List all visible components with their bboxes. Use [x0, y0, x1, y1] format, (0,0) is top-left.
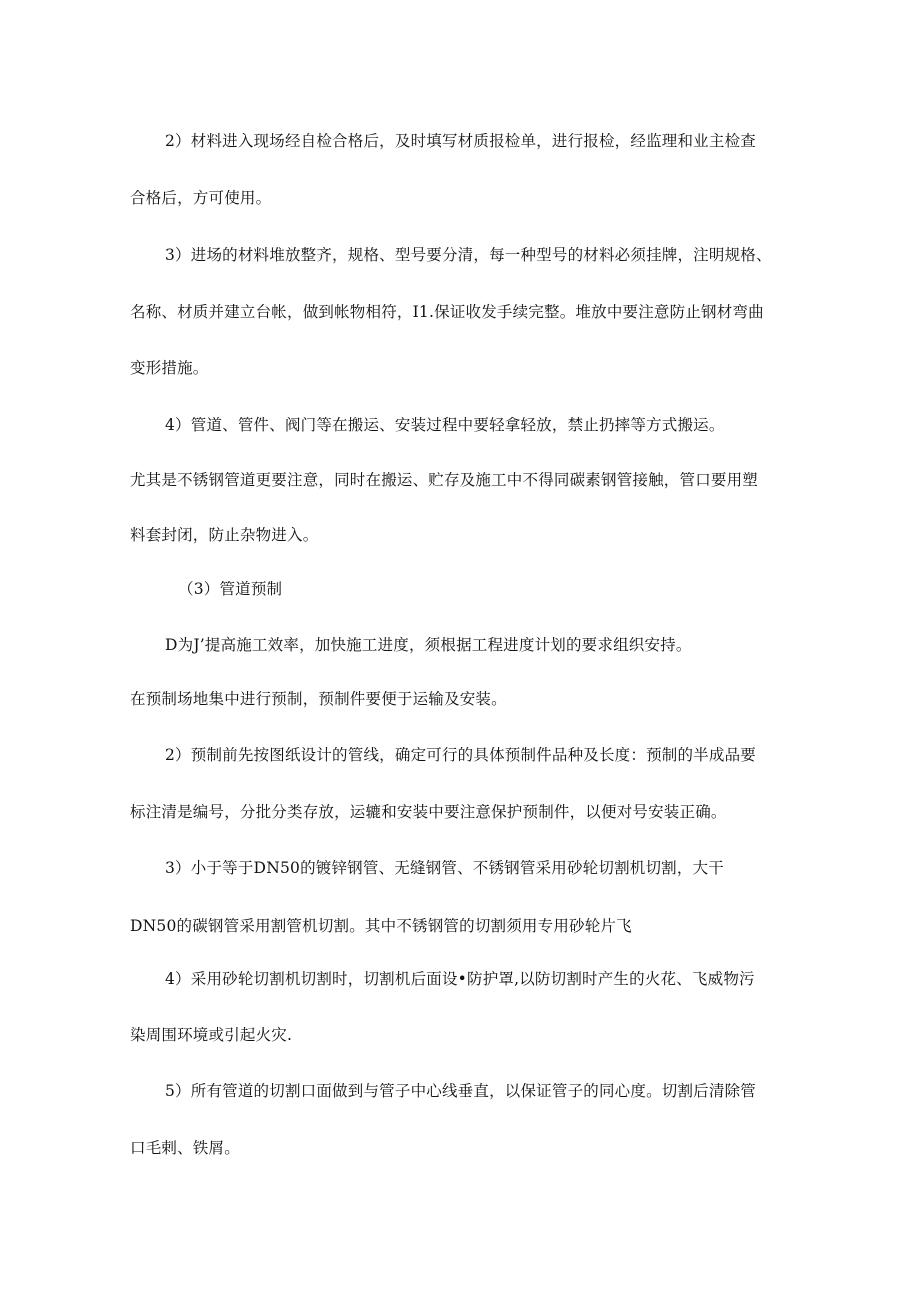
text-line: 染周围环境或引起火灾. — [130, 1026, 293, 1044]
text-line: 合格后，方可使用。 — [130, 189, 272, 207]
text-line: D为J’提高施工效率，加快施工进度，须根据工程进度计划的要求组织安持。 — [165, 636, 692, 654]
text-line: 口毛剌、铁屑。 — [130, 1139, 240, 1157]
text-line: 3）小于等于DN50的镀锌钢管、无缝钢管、不锈钢管采用砂轮切割机切割，大干 — [165, 859, 724, 877]
text-line: 3）进场的材料堆放整齐，规格、型号要分清，每一种型号的材料必须挂牌，注明规格、 — [165, 246, 772, 264]
text-line: 4）管道、管件、阀门等在搬运、安装过程中要轻拿轻放，禁止扔摔等方式搬运。 — [165, 416, 725, 434]
text-line: 尤其是不锈钢管道更要注意，同时在搬运、贮存及施工中不得同碳素钢管接触，管口要用塑 — [130, 471, 759, 489]
section-heading: （3）管道预制 — [178, 580, 283, 598]
text-line: 名称、材质并建立台帐，做到帐物相符，I1.保证收发手续完整。堆放中要注意防止钢材弯曲 — [130, 303, 764, 321]
text-line: 2）预制前先按图纸设计的管线，确定可行的具体预制件品种及长度：预制的半成品要 — [165, 746, 756, 764]
text-line: 标注清是编号，分批分类存放，运辘和安装中要注意保护预制件，以便对号安装正确。 — [130, 803, 727, 821]
text-line: 变形措施。 — [130, 359, 209, 377]
text-line: 5）所有管道的切割口面做到与管子中心线垂直，以保证管子的同心度。切割后清除管 — [165, 1082, 756, 1100]
text-line: 2）材料进入现场经自检合格后，及时填写材质报检单，进行报检，经监理和业主检查 — [165, 132, 756, 150]
text-line: DN50的碳钢管采用割管机切割。其中不锈钢管的切割须用专用砂轮片飞 — [130, 917, 632, 935]
text-line: 4）采用砂轮切割机切割时，切割机后面设•防护罩,以防切割时产生的火花、飞威物污 — [165, 970, 755, 988]
text-line: 料套封闭，防止杂物进入。 — [130, 526, 319, 544]
text-line: 在预制场地集中进行预制，预制件要便于运输及安装。 — [130, 690, 507, 708]
